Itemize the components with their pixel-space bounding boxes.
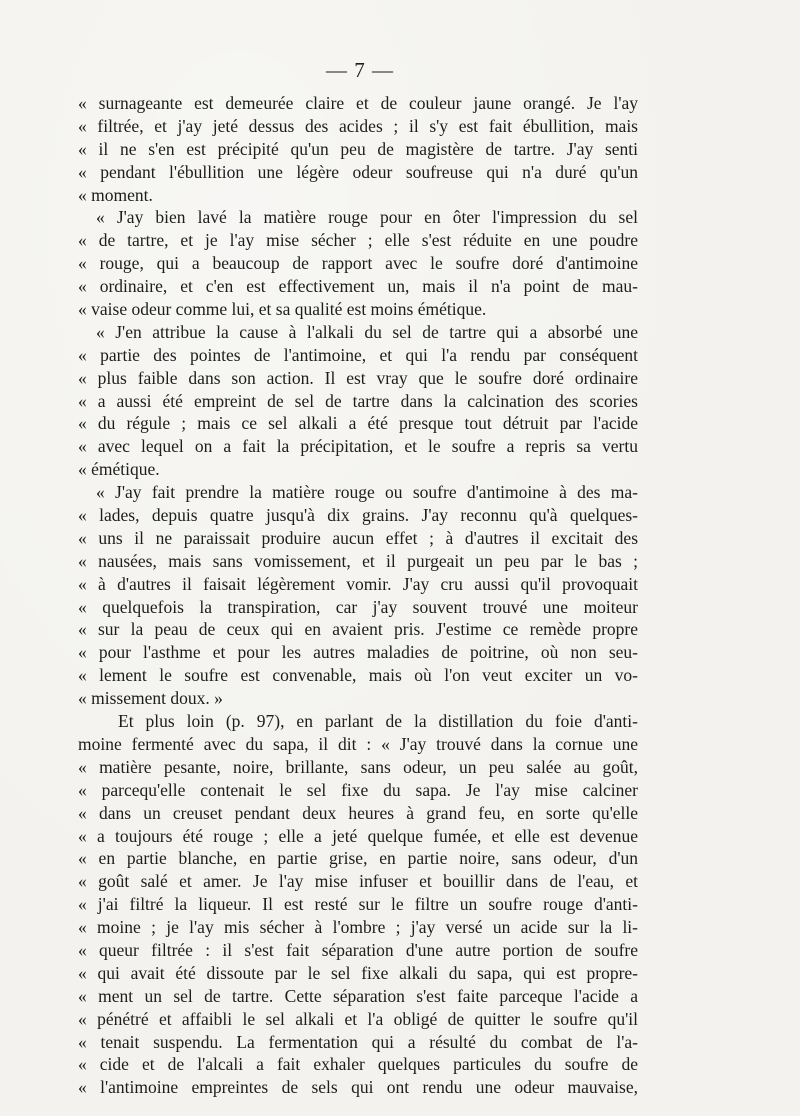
text-line: « pour l'asthme et pour les autres maladies de poitrine, où non seu- bbox=[78, 642, 638, 663]
body-text bbox=[78, 92, 638, 1099]
text-line: « a toujours été rouge ; elle a jeté quelque fumée, et elle est devenue bbox=[78, 825, 638, 846]
text-line: « pendant l'ébullition une légère odeur soufreuse qui n'a duré qu'un bbox=[78, 161, 638, 182]
text-line: « nausées, mais sans vomissement, et il purgeait un peu par le bas ; bbox=[78, 550, 638, 571]
text-line: « quelquefois la transpiration, car j'ay souvent trouvé une moiteur bbox=[78, 596, 638, 617]
text-line: « moment. bbox=[78, 184, 153, 205]
text-line: « à d'autres il faisait légèrement vomir. J'ay cru aussi qu'il provoquait bbox=[78, 573, 638, 594]
text-line: « plus faible dans son action. Il est vray que le soufre doré ordinaire bbox=[78, 367, 638, 388]
text-line: « cide et de l'alcali a fait exhaler quelques particules du soufre de bbox=[78, 1054, 638, 1075]
text-line: « avec lequel on a fait la précipitation, et le soufre a repris sa vertu bbox=[78, 436, 638, 457]
text-line: « lades, depuis quatre jusqu'à dix grains. J'ay reconnu qu'à quelques- bbox=[78, 505, 638, 526]
text-line: « moine ; je l'ay mis sécher à l'ombre ; j'ay versé un acide sur la li- bbox=[78, 917, 638, 938]
text-line: moine fermenté avec du sapa, il dit : « J'ay trouvé dans la cornue une bbox=[78, 733, 638, 754]
text-line: « du régule ; mais ce sel alkali a été presque tout détruit par l'acide bbox=[78, 413, 638, 434]
text-line: « sur la peau de ceux qui en avaient pris. J'estime ce remède propre bbox=[78, 619, 638, 640]
text-line: « pénétré et affaibli le sel alkali et l'a obligé de quitter le soufre qu'il bbox=[78, 1008, 638, 1029]
text-line: « queur filtrée : il s'est fait séparation d'une autre portion de soufre bbox=[78, 939, 638, 960]
text-line: « J'ay fait prendre la matière rouge ou soufre d'antimoine à des ma- bbox=[96, 482, 638, 503]
text-line: « J'en attribue la cause à l'alkali du sel de tartre qui a absorbé une bbox=[96, 321, 638, 342]
text-line: « rouge, qui a beaucoup de rapport avec le soufre doré d'antimoine bbox=[78, 253, 638, 274]
text-line: « goût salé et amer. Je l'ay mise infuser et bouillir dans de l'eau, et bbox=[78, 871, 638, 892]
text-line: « J'ay bien lavé la matière rouge pour en ôter l'impression du sel bbox=[96, 207, 638, 228]
text-line: « surnageante est demeurée claire et de couleur jaune orangé. Je l'ay bbox=[78, 93, 638, 113]
text-line: « ordinaire, et c'en est effectivement un, mais il n'a point de mau- bbox=[78, 276, 638, 297]
page-number: — 7 — bbox=[326, 58, 394, 82]
text-line: « uns il ne paraissait produire aucun effet ; à d'autres il excitait des bbox=[78, 527, 638, 548]
text-line: « j'ai filtré la liqueur. Il est resté sur le filtre un soufre rouge d'anti- bbox=[78, 894, 638, 915]
text-line: « il ne s'en est précipité qu'un peu de magistère de tartre. J'ay senti bbox=[78, 138, 638, 159]
text-line: « a aussi été empreint de sel de tartre dans la calcination des scories bbox=[78, 390, 638, 411]
text-line: « missement doux. » bbox=[78, 688, 223, 709]
text-line: « émétique. bbox=[78, 459, 160, 480]
text-line: « vaise odeur comme lui, et sa qualité est moins émétique. bbox=[78, 299, 487, 320]
text-line: « dans un creuset pendant deux heures à grand feu, en sorte qu'elle bbox=[78, 802, 638, 823]
text-line: « matière pesante, noire, brillante, sans odeur, un peu salée au goût, bbox=[78, 756, 638, 777]
text-line: « de tartre, et je l'ay mise sécher ; elle s'est réduite en une poudre bbox=[78, 230, 638, 251]
text-line: Et plus loin (p. 97), en parlant de la distillation du foie d'anti- bbox=[118, 711, 638, 732]
text-line: « filtrée, et j'ay jeté dessus des acides ; il s'y est fait ébullition, mais bbox=[78, 115, 638, 136]
text-line: « en partie blanche, en partie grise, en partie noire, sans odeur, d'un bbox=[78, 848, 638, 869]
text-line: « tenait suspendu. La fermentation qui a résulté du combat de l'a- bbox=[78, 1031, 638, 1052]
text-line: « l'antimoine empreintes de sels qui ont rendu une odeur mauvaise, bbox=[78, 1077, 638, 1098]
text-line: « lement le soufre est convenable, mais où l'on veut exciter un vo- bbox=[78, 665, 638, 686]
text-line: « parcequ'elle contenait le sel fixe du sapa. Je l'ay mise calciner bbox=[78, 779, 638, 800]
text-line: « ment un sel de tartre. Cette séparation s'est faite parceque l'acide a bbox=[78, 985, 638, 1006]
text-line: « partie des pointes de l'antimoine, et qui l'a rendu par conséquent bbox=[78, 344, 638, 365]
text-line: « qui avait été dissoute par le sel fixe alkali du sapa, qui est propre- bbox=[78, 962, 638, 983]
